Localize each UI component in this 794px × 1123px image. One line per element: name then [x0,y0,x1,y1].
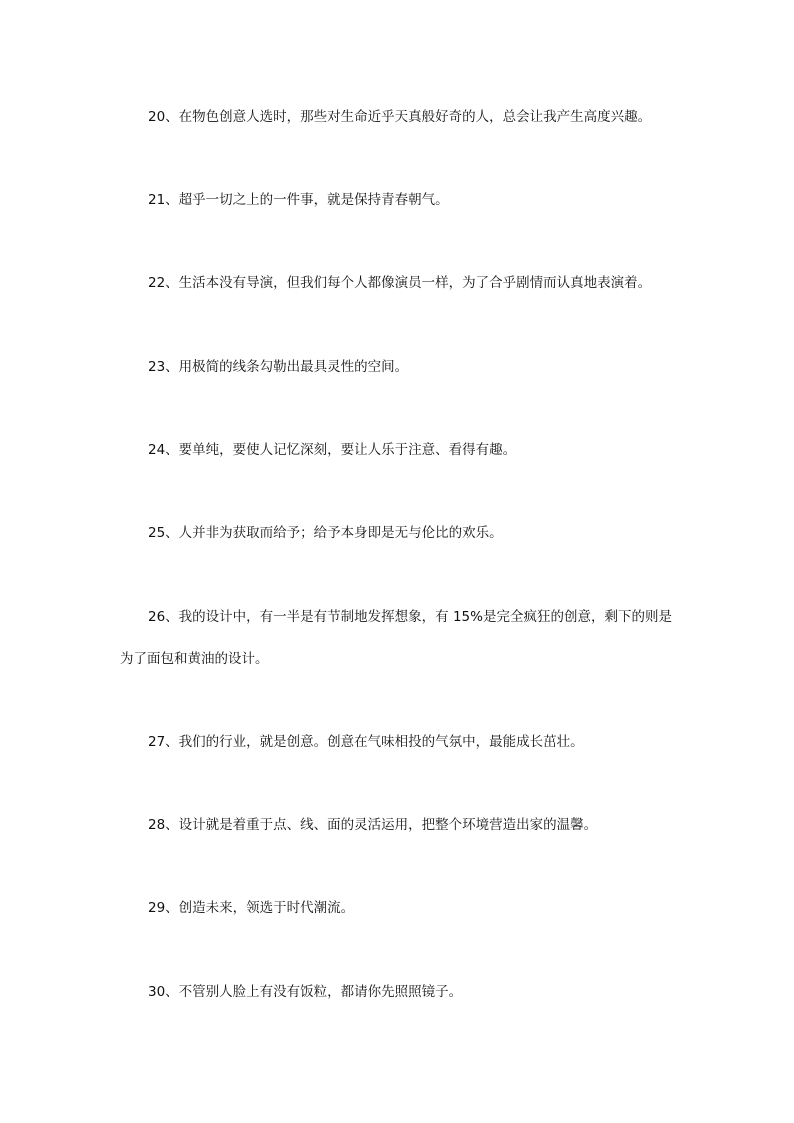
quote-27: 27、我们的行业，就是创意。创意在气味相投的气氛中，最能成长茁壮。 [148,734,584,750]
quote-23: 23、用极简的线条勾勒出最具灵性的空间。 [148,359,409,375]
quote-21: 21、超乎一切之上的一件事，就是保持青春朝气。 [148,192,449,208]
quote-26-line-2: 为了面包和黄油的设计。 [120,651,269,667]
quote-24: 24、要单纯，要使人记忆深刻，要让人乐于注意、看得有趣。 [148,442,517,458]
quote-29: 29、创造未来，领选于时代潮流。 [148,900,355,916]
quote-26-line-1: 26、我的设计中，有一半是有节制地发挥想象，有 15%是完全疯狂的创意，剩下的则是 [148,609,672,625]
quote-25: 25、人并非为获取而给予；给予本身即是无与伦比的欢乐。 [148,525,503,541]
quote-22: 22、生活本没有导演，但我们每个人都像演员一样，为了合乎剧情而认真地表演着。 [148,275,652,291]
quote-28: 28、设计就是着重于点、线、面的灵活运用，把整个环境营造出家的温馨。 [148,817,598,833]
quote-30: 30、不管别人脸上有没有饭粒，都请你先照照镜子。 [148,984,463,1000]
quote-20: 20、在物色创意人选时，那些对生命近乎天真般好奇的人，总会让我产生高度兴趣。 [148,109,652,125]
